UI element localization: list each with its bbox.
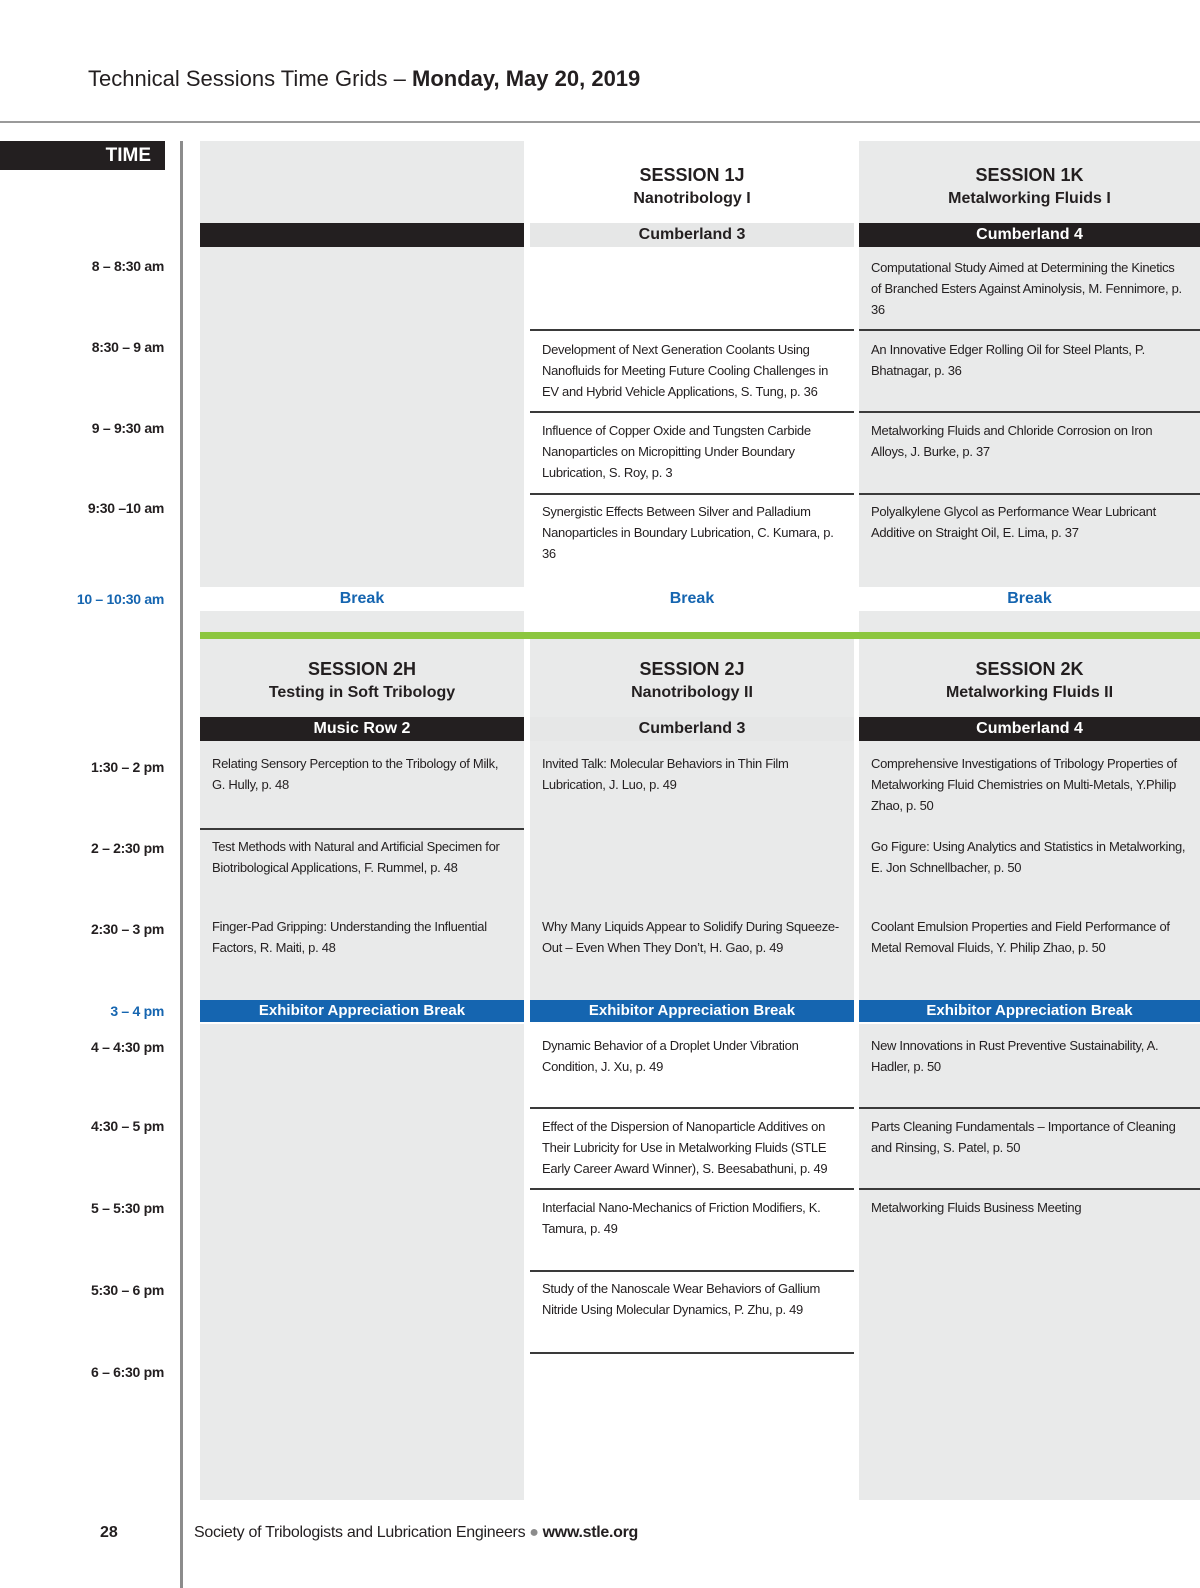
talk-entry: Coolant Emulsion Properties and Field Performance of Metal Removal Fluids, Y. Philip Zhao, p. 50 [871, 919, 1170, 955]
gap-shade [200, 611, 524, 632]
session-2j-header [530, 657, 854, 705]
session-number: SESSION 2J [639, 659, 745, 679]
talk-entry: Comprehensive Investigations of Tribology Properties of Metalworking Fluid Chemistries on Multi-Metals, Y.Philip Zhao, p. 50 [871, 756, 1177, 813]
talk-entry: Why Many Liquids Appear to Solidify During Squeeze-Out – Even When They Don’t, H. Gao, p. 49 [542, 919, 839, 955]
exhibitor-break-label: Exhibitor Appreciation Break [530, 1000, 854, 1022]
time-label: 2:30 – 3 pm [91, 921, 164, 937]
gap-shade [859, 611, 1200, 632]
footer-credit [194, 1524, 638, 1542]
talk-entry: Computational Study Aimed at Determining the Kinetics of Branched Esters Against Aminolysis, M. Fennimore, p. 36 [859, 251, 1200, 331]
bullet-icon: ● [529, 1524, 539, 1541]
room-label: Cumberland 3 [530, 223, 854, 247]
talk-entry: New Innovations in Rust Preventive Sustainability, A. Hadler, p. 50 [859, 1029, 1200, 1109]
session-name: Nanotribology I [633, 190, 751, 207]
time-label: 8 – 8:30 am [91, 258, 164, 274]
session-1j-header [530, 163, 854, 211]
talk-entry: Invited Talk: Molecular Behaviors in Thin Film Lubrication, J. Luo, p. 49 [542, 756, 789, 792]
session-1k-header [859, 163, 1200, 211]
talk-entry: Metalworking Fluids and Chloride Corrosion on Iron Alloys, J. Burke, p. 37 [859, 414, 1200, 495]
time-divider [180, 141, 183, 1588]
session-name: Metalworking Fluids II [945, 684, 1114, 701]
time-label: 4 – 4:30 pm [91, 1039, 164, 1055]
time-label: 8:30 – 9 am [91, 339, 164, 355]
title-date: Monday, May 20, 2019 [412, 66, 641, 91]
room-bar-empty [200, 223, 524, 247]
time-label: 6 – 6:30 pm [91, 1364, 164, 1380]
time-label: 1:30 – 2 pm [91, 759, 164, 775]
break-label: Break [530, 587, 854, 611]
session-name: Testing in Soft Tribology [268, 684, 456, 701]
break-label: Break [859, 587, 1200, 611]
session-name: Nanotribology II [631, 684, 753, 701]
session-name: Metalworking Fluids I [948, 190, 1111, 207]
time-label: 2 – 2:30 pm [91, 840, 164, 856]
room-label: Cumberland 3 [530, 717, 854, 741]
time-label: 3 – 4 pm [110, 1003, 164, 1019]
break-label: Break [200, 587, 524, 611]
talk-entry: Parts Cleaning Fundamentals – Importance of Cleaning and Rinsing, S. Patel, p. 50 [859, 1110, 1200, 1190]
talk-entry: Interfacial Nano-Mechanics of Friction Modifiers, K. Tamura, p. 49 [530, 1191, 854, 1272]
timeslot-empty [530, 251, 854, 331]
talk-entry: Metalworking Fluids Business Meeting [871, 1200, 1082, 1215]
talk-entry: Influence of Copper Oxide and Tungsten Carbide Nanoparticles on Micropitting Under Boundary Lubrication, S. Roy, p. 3 [530, 414, 854, 495]
talk-entry: Go Figure: Using Analytics and Statistics in Metalworking, E. Jon Schnellbacher, p. 50 [871, 839, 1186, 875]
page-header [0, 0, 1200, 123]
org-name: Society of Tribologists and Lubrication Engineers [194, 1524, 526, 1541]
room-label: Music Row 2 [200, 717, 524, 741]
room-label: Cumberland 4 [859, 223, 1200, 247]
talk-entry: Polyalkylene Glycol as Performance Wear Lubricant Additive on Straight Oil, E. Lima, p. 37 [871, 504, 1156, 540]
talk-entry: Test Methods with Natural and Artificial Specimen for Biotribological Applications, F. Rummel, p. 48 [212, 839, 500, 875]
session-number: SESSION 2H [307, 659, 417, 679]
title-prefix: Technical Sessions Time Grids – [88, 66, 413, 91]
session-number: SESSION 1J [639, 165, 745, 185]
exhibitor-break-label: Exhibitor Appreciation Break [859, 1000, 1200, 1022]
talk-entry: Synergistic Effects Between Silver and Palladium Nanoparticles in Boundary Lubrication, C. Kumara, p. 36 [542, 504, 834, 561]
page-number: 28 [100, 1524, 118, 1541]
session-2k-header [859, 657, 1200, 705]
talk-entry: Finger-Pad Gripping: Understanding the Influential Factors, R. Maiti, p. 48 [212, 919, 487, 955]
talk-entry: An Innovative Edger Rolling Oil for Steel Plants, P. Bhatnagar, p. 36 [859, 333, 1200, 413]
page-title [88, 66, 640, 92]
talk-entry: Dynamic Behavior of a Droplet Under Vibration Condition, J. Xu, p. 49 [530, 1029, 854, 1109]
time-label: 9 – 9:30 am [91, 420, 164, 436]
talk-entry: Study of the Nanoscale Wear Behaviors of Gallium Nitride Using Molecular Dynamics, P. Zhu, p. 49 [530, 1272, 854, 1354]
time-label: 5 – 5:30 pm [91, 1200, 164, 1216]
time-label: 5:30 – 6 pm [91, 1282, 164, 1298]
exhibitor-break-label: Exhibitor Appreciation Break [200, 1000, 524, 1022]
section-divider [200, 632, 1200, 639]
session-column-h-am [200, 141, 524, 588]
session-column-h-late [200, 1024, 524, 1500]
time-label: 10 – 10:30 am [76, 591, 164, 607]
time-column-header: TIME [0, 141, 165, 170]
time-label: 9:30 –10 am [87, 500, 164, 516]
session-2h-header [200, 657, 524, 705]
talk-entry: Development of Next Generation Coolants Using Nanofluids for Meeting Future Cooling Challenges in EV and Hybrid Vehicle Applications, S. Tung, p. 36 [530, 333, 854, 413]
session-number: SESSION 2K [975, 659, 1084, 679]
session-number: SESSION 1K [975, 165, 1084, 185]
time-label: 4:30 – 5 pm [91, 1118, 164, 1134]
talk-entry: Effect of the Dispersion of Nanoparticle Additives on Their Lubricity for Use in Metalworking Fluids (STLE Early Career Award Winner), S. Beesabathuni, p. 49 [530, 1110, 854, 1190]
website-link[interactable]: www.stle.org [542, 1524, 639, 1541]
talk-entry: Relating Sensory Perception to the Tribology of Milk, G. Hully, p. 48 [200, 747, 524, 830]
room-label: Cumberland 4 [859, 717, 1200, 741]
